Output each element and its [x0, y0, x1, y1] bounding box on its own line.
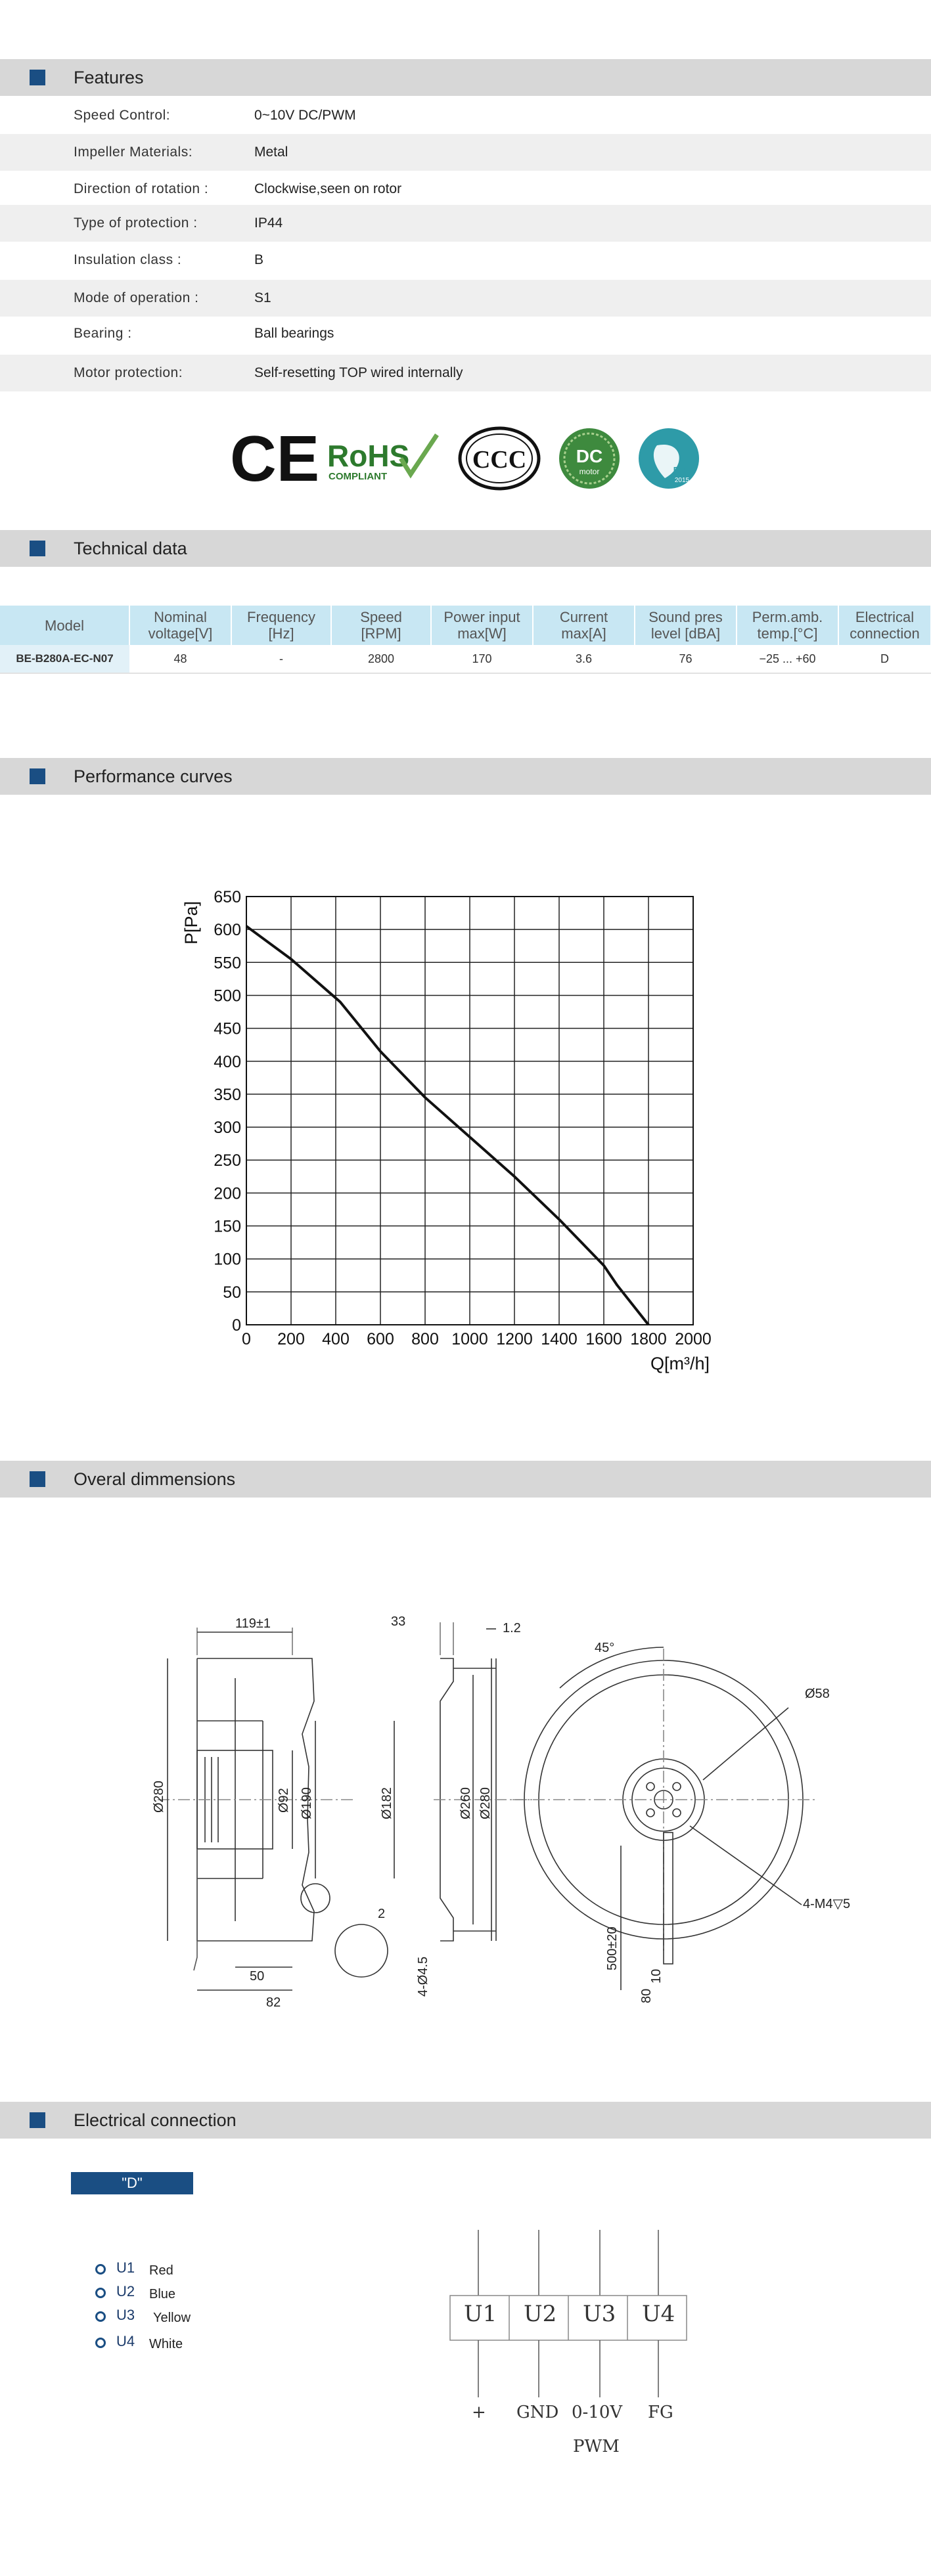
terminal-u1: U1	[464, 2301, 497, 2327]
y-tick-label: 200	[214, 1184, 241, 1203]
signal-fg: FG	[648, 2403, 673, 2422]
side-view	[152, 1616, 388, 2010]
y-tick-label: 350	[214, 1085, 241, 1104]
x-tick-label: 1000	[451, 1330, 488, 1348]
cell-sound: 76	[635, 645, 737, 673]
y-tick-label: 550	[214, 954, 241, 973]
feature-label: Direction of rotation :	[74, 181, 209, 196]
feature-label: Speed Control:	[74, 108, 171, 123]
y-tick-label: 100	[214, 1250, 241, 1269]
section-title: Features	[74, 68, 144, 87]
x-tick-label: 200	[277, 1330, 305, 1348]
y-axis-label: P[Pa]	[181, 900, 201, 945]
table-header-row	[0, 606, 931, 645]
section-title: Performance curves	[74, 766, 233, 786]
x-axis-label: Q[m³/h]	[650, 1354, 710, 1373]
feature-label: Motor protection:	[74, 365, 183, 380]
y-tick-label: 450	[214, 1019, 241, 1038]
section-marker	[30, 2112, 45, 2128]
wire-legend-item: U3 Yellow	[95, 2307, 292, 2326]
certification-logos	[223, 420, 710, 493]
x-tick-label: 1200	[496, 1330, 533, 1348]
signal-gnd: GND	[516, 2403, 559, 2422]
section-header-performance	[0, 758, 931, 795]
feature-value: IP44	[254, 215, 283, 231]
x-tick-label: 400	[322, 1330, 350, 1348]
svg-text:DC: DC	[576, 446, 603, 466]
feature-label: Bearing :	[74, 326, 132, 341]
feature-value: Ball bearings	[254, 326, 334, 341]
section-marker	[30, 541, 45, 556]
svg-text:ErP: ErP	[673, 465, 689, 475]
feature-value: B	[254, 252, 264, 267]
dc-motor-logo	[559, 428, 620, 489]
rohs-logo	[327, 435, 437, 482]
feature-value: Self-resetting TOP wired internally	[254, 365, 463, 380]
svg-text:50: 50	[250, 1969, 265, 1984]
y-tick-label: 150	[214, 1217, 241, 1236]
y-tick-label: 50	[223, 1283, 241, 1302]
svg-text:COMPLIANT: COMPLIANT	[329, 471, 388, 482]
technical-data-table	[0, 606, 931, 674]
svg-text:1.2: 1.2	[503, 1621, 521, 1635]
y-tick-label: 600	[214, 921, 241, 940]
ccc-logo	[460, 428, 539, 489]
svg-text:Ø58: Ø58	[805, 1687, 830, 1701]
svg-text:500±20: 500±20	[605, 1926, 620, 1970]
section-header-dimensions	[0, 1461, 931, 1498]
svg-text:Ø260: Ø260	[459, 1787, 473, 1819]
svg-text:CCC: CCC	[472, 446, 527, 474]
feature-label: Type of protection :	[74, 215, 198, 231]
header-voltage: Nominal voltage[V]	[129, 606, 231, 645]
feature-label: Mode of operation :	[74, 290, 199, 305]
cell-electrical: D	[838, 645, 931, 673]
y-tick-label: 500	[214, 987, 241, 1006]
x-tick-label: 600	[367, 1330, 394, 1348]
cell-temp: −25 ... +60	[737, 645, 838, 673]
dimension-drawing	[131, 1603, 867, 2023]
wire-legend-item: U4 White	[95, 2333, 292, 2353]
signal-plus: +	[472, 2403, 486, 2422]
y-tick-label: 0	[232, 1316, 241, 1335]
svg-text:10: 10	[649, 1968, 664, 1984]
x-tick-label: 1600	[585, 1330, 622, 1348]
x-tick-label: 800	[411, 1330, 439, 1348]
svg-text:80: 80	[639, 1988, 654, 2003]
cell-power: 170	[431, 645, 533, 673]
terminal-u3: U3	[583, 2301, 616, 2327]
section-title: Overal dimmensions	[74, 1469, 236, 1489]
y-tick-label: 300	[214, 1119, 241, 1138]
y-tick-label: 250	[214, 1151, 241, 1170]
svg-text:Ø280: Ø280	[478, 1787, 493, 1819]
profile-view	[380, 1614, 532, 1997]
terminal-u4: U4	[642, 2301, 675, 2327]
feature-label: Impeller Materials:	[74, 144, 193, 160]
connection-type-badge: "D"	[71, 2172, 193, 2194]
svg-text:CE: CE	[230, 422, 320, 493]
table-row	[0, 645, 931, 673]
signal-0-10v: 0-10V	[572, 2403, 623, 2422]
section-marker	[30, 1471, 45, 1487]
svg-text:45°: 45°	[595, 1641, 615, 1655]
svg-text:Ø92: Ø92	[277, 1788, 291, 1813]
cell-frequency: -	[231, 645, 331, 673]
section-header-electrical	[0, 2102, 931, 2139]
header-power: Power input max[W]	[431, 606, 533, 645]
cell-model: BE-B280A-EC-N07	[0, 645, 129, 673]
y-tick-label: 650	[214, 888, 241, 906]
feature-row	[0, 242, 931, 278]
cell-voltage: 48	[129, 645, 231, 673]
svg-text:motor: motor	[579, 467, 600, 476]
svg-text:2: 2	[378, 1907, 386, 1921]
section-title: Electrical connection	[74, 2110, 237, 2130]
ce-logo	[230, 422, 319, 493]
section-marker	[30, 768, 45, 784]
svg-text:4-M4▽5: 4-M4▽5	[803, 1897, 851, 1911]
svg-text:119±1: 119±1	[235, 1616, 271, 1631]
svg-text:4-Ø4.5: 4-Ø4.5	[416, 1956, 430, 1997]
header-current: Current max[A]	[533, 606, 635, 645]
front-view	[512, 1641, 850, 2003]
svg-text:2015: 2015	[674, 477, 690, 484]
terminal-u2: U2	[524, 2301, 557, 2327]
header-sound: Sound pres level [dBA]	[635, 606, 737, 645]
bullet-icon	[95, 2338, 106, 2348]
erp-logo	[639, 428, 699, 489]
cell-speed: 2800	[331, 645, 431, 673]
bullet-icon	[95, 2311, 106, 2322]
svg-text:Ø190: Ø190	[300, 1787, 314, 1819]
performance-chart	[158, 874, 749, 1399]
feature-row	[0, 355, 931, 391]
feature-value: S1	[254, 290, 271, 305]
wire-legend-item: U1 Red	[95, 2259, 292, 2279]
signal-pwm: PWM	[573, 2437, 620, 2456]
section-title: Technical data	[74, 539, 187, 558]
header-speed: Speed [RPM]	[331, 606, 431, 645]
bullet-icon	[95, 2288, 106, 2298]
feature-label: Insulation class :	[74, 252, 182, 267]
y-tick-label: 400	[214, 1052, 241, 1071]
x-tick-label: 2000	[675, 1330, 712, 1348]
x-tick-label: 0	[242, 1330, 251, 1348]
svg-text:82: 82	[266, 1995, 281, 2010]
feature-row	[0, 315, 931, 352]
performance-curve	[246, 926, 648, 1325]
feature-row	[0, 280, 931, 317]
section-marker	[30, 70, 45, 85]
feature-row	[0, 134, 931, 171]
feature-value: Metal	[254, 144, 288, 160]
svg-text:RoHS: RoHS	[327, 439, 410, 473]
bullet-icon	[95, 2264, 106, 2275]
feature-value: Clockwise,seen on rotor	[254, 181, 402, 196]
header-electrical: Electrical connection	[838, 606, 931, 645]
svg-text:Ø280: Ø280	[152, 1781, 166, 1813]
section-header-technical	[0, 530, 931, 567]
svg-text:33: 33	[391, 1614, 406, 1629]
feature-value: 0~10V DC/PWM	[254, 108, 356, 123]
x-tick-label: 1400	[541, 1330, 578, 1348]
x-tick-label: 1800	[630, 1330, 667, 1348]
svg-text:Ø182: Ø182	[380, 1787, 394, 1819]
section-header-features	[0, 59, 931, 96]
wire-legend-item: U2 Blue	[95, 2283, 292, 2303]
header-temp: Perm.amb. temp.[°C]	[737, 606, 838, 645]
feature-row	[0, 205, 931, 242]
header-model: Model	[0, 606, 129, 645]
header-frequency: Frequency [Hz]	[231, 606, 331, 645]
feature-row	[0, 171, 931, 208]
feature-row	[0, 97, 931, 134]
cell-current: 3.6	[533, 645, 635, 673]
